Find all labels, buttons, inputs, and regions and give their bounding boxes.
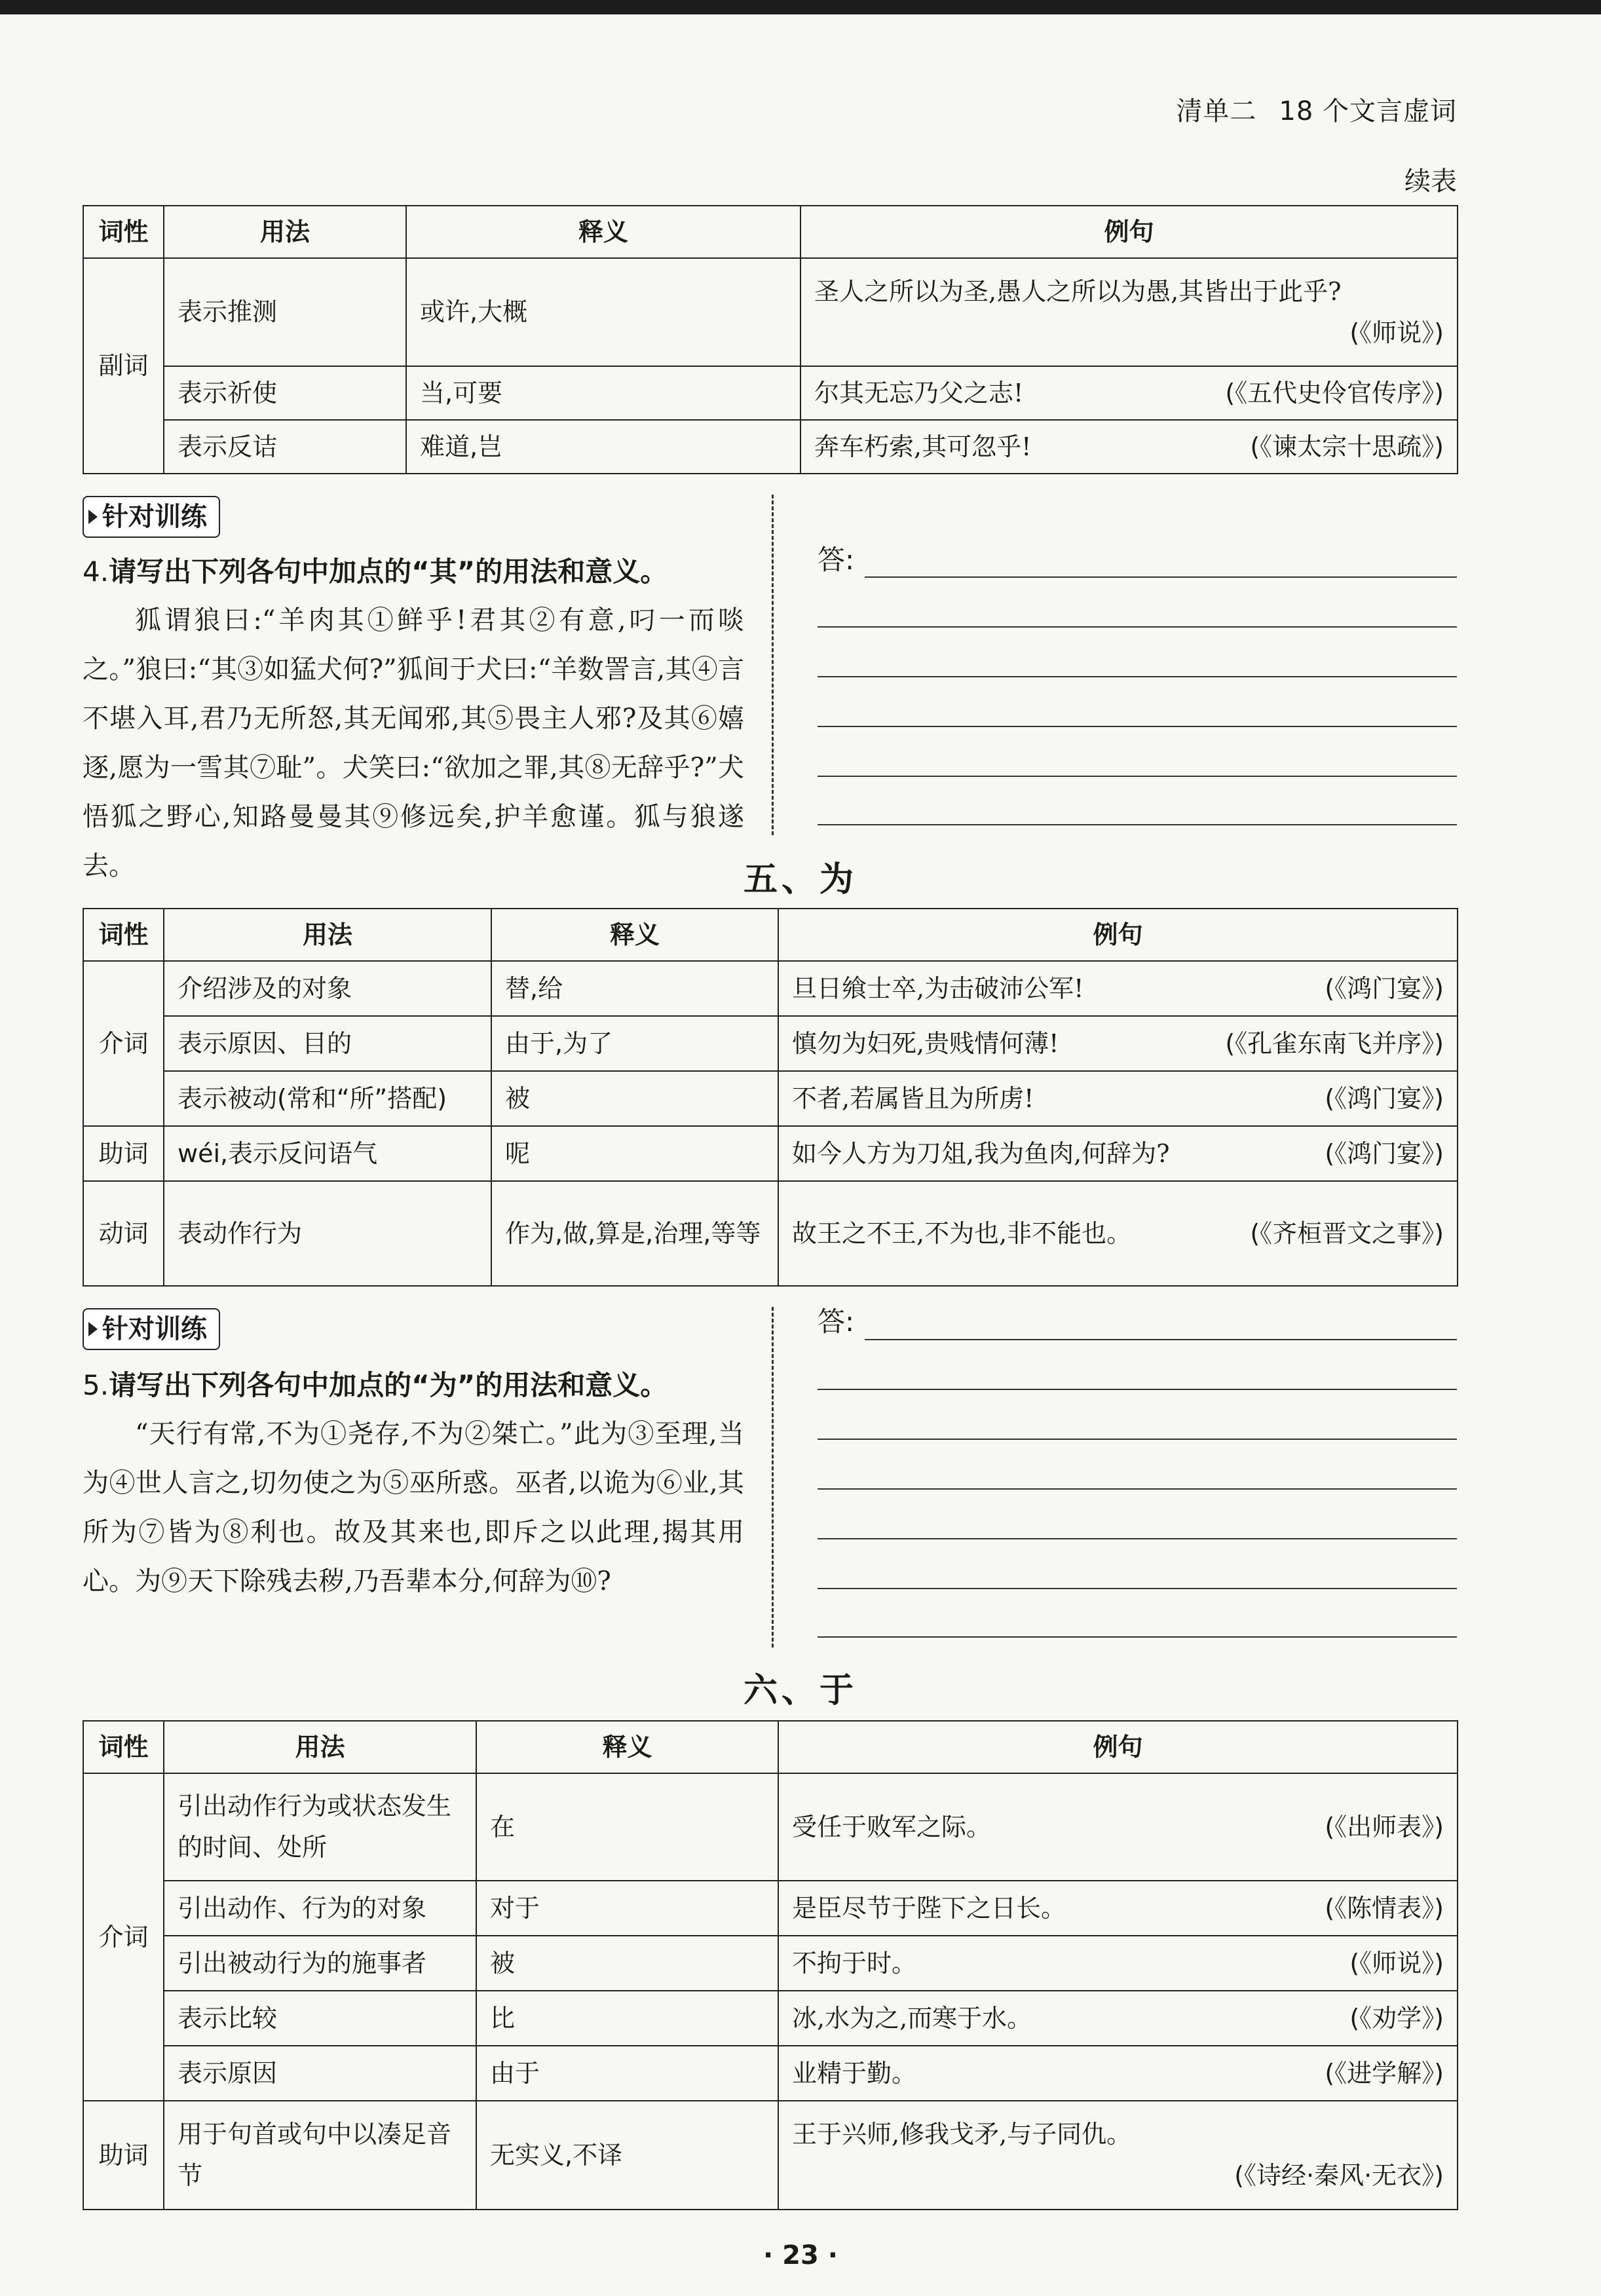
example-source: (《鸿门宴》) (1325, 973, 1444, 1003)
example-cell (778, 1181, 1458, 1286)
example-source: (《劝学》) (1349, 2003, 1444, 2033)
example-source: (《鸿门宴》) (1325, 1083, 1444, 1113)
usage-cell: 表示反诘 (164, 420, 406, 474)
table-row (83, 1991, 1458, 2046)
section-title-wei: 五、为 (743, 860, 857, 899)
header-meaning: 释义 (406, 206, 800, 258)
meaning-cell: 被 (491, 1071, 778, 1126)
meaning-cell: 对于 (476, 1881, 778, 1936)
pos-cell: 助词 (83, 1126, 164, 1181)
answer-line[interactable] (818, 824, 1457, 825)
answer-line[interactable] (818, 1488, 1457, 1490)
example-cell (778, 1881, 1458, 1936)
header-pos: 词性 (83, 909, 164, 961)
pos-cell: 副词 (83, 258, 164, 474)
meaning-cell: 替,给 (491, 961, 778, 1016)
answer-line[interactable] (818, 1538, 1457, 1539)
example-cell (800, 258, 1458, 366)
table-row (83, 420, 1458, 474)
example-source: (《师说》) (1349, 318, 1444, 347)
answer-line[interactable] (818, 1636, 1457, 1638)
table-row (83, 2101, 1458, 2210)
table-row (83, 961, 1458, 1016)
answer-line[interactable] (865, 1339, 1457, 1340)
usage-cell: 表示被动(常和“所”搭配) (164, 1071, 491, 1126)
pos-cell: 介词 (83, 1773, 164, 2101)
example-source: (《出师表》) (1325, 1812, 1444, 1841)
table-row (83, 1936, 1458, 1991)
example-source: (《谏太宗十思疏》) (1250, 432, 1444, 461)
table-row (83, 1071, 1458, 1126)
example-cell (800, 366, 1458, 420)
usage-cell: 引出被动行为的施事者 (164, 1936, 476, 1991)
meaning-cell: 作为,做,算是,治理,等等 (491, 1181, 778, 1286)
question-4-passage (83, 596, 744, 891)
table-row (83, 1181, 1458, 1286)
passage-text: “天行有常,不为①尧存,不为②桀亡。”此为③至理,当为④世人言之,切勿使之为⑤巫所惑。巫者,以诡为⑥业,其所为⑦皆为⑧利也。故及其来也,即斥之以此理,揭其用心。为⑨天下除残去秽,乃吾辈本分,何辞为⑩? (83, 1419, 744, 1596)
usage-cell: 表示祈使 (164, 366, 406, 420)
usage-cell: 用于句首或句中以凑足音节 (164, 2101, 476, 2210)
column-divider (772, 495, 774, 835)
usage-cell: 引出动作行为或状态发生的时间、处所 (164, 1773, 476, 1881)
meaning-cell: 由于 (476, 2046, 778, 2101)
example-cell (778, 1071, 1458, 1126)
example-text: 慎勿为妇死,贵贱情何薄! (792, 1028, 1059, 1058)
usage-cell: 表动作行为 (164, 1181, 491, 1286)
example-cell (778, 1016, 1458, 1071)
scan-edge (0, 0, 1601, 14)
header-example: 例句 (800, 206, 1458, 258)
meaning-cell: 当,可要 (406, 366, 800, 420)
table-row (83, 2046, 1458, 2101)
example-text: 受任于败军之际。 (792, 1812, 992, 1841)
header-pos: 词性 (83, 1721, 164, 1773)
example-text: 王于兴师,修我戈矛,与子同仇。 (792, 2120, 1132, 2149)
continued-label: 续表 (1404, 166, 1457, 197)
passage-text: 狐谓狼曰:“羊肉其①鲜乎!君其②有意,叼一而啖之。”狼曰:“其③如猛犬何?”狐间于犬曰:“羊数詈言,其④言不堪入耳,君乃无所怒,其无闻邪,其⑤畏主人邪?及其⑥嬉逐,愿为一雪其⑦耻”。犬笑曰:“欲加之罪,其⑧无辞乎?”犬悟狐之野心,知路曼曼其⑨修远矣,护羊愈谨。狐与狼遂去。 (83, 605, 744, 881)
page-number: · 23 · (763, 2240, 838, 2270)
question-4-title (83, 550, 668, 590)
answer-line[interactable] (818, 1588, 1457, 1589)
example-text: 旦日飨士卒,为击破沛公军! (792, 973, 1084, 1003)
answer-line[interactable] (818, 726, 1457, 727)
page-header (1176, 90, 1457, 128)
header-usage: 用法 (164, 909, 491, 961)
header-meaning: 释义 (476, 1721, 778, 1773)
meaning-cell: 呢 (491, 1126, 778, 1181)
pos-cell: 助词 (83, 2101, 164, 2210)
example-source: (《进学解》) (1325, 2058, 1444, 2088)
question-5-passage (83, 1410, 744, 1606)
table-row (83, 1016, 1458, 1071)
training-badge: 针对训练 (83, 496, 220, 538)
example-text: 不者,若属皆且为所虏! (792, 1083, 1034, 1113)
answer-line[interactable] (865, 576, 1457, 578)
header-usage: 用法 (164, 206, 406, 258)
meaning-cell: 难道,岂 (406, 420, 800, 474)
example-text: 业精于勤。 (792, 2058, 917, 2088)
table-wei (83, 908, 1458, 1287)
example-text: 如今人方为刀俎,我为鱼肉,何辞为? (792, 1139, 1170, 1168)
example-source: (《孔雀东南飞并序》) (1225, 1028, 1444, 1058)
pos-cell: 动词 (83, 1181, 164, 1286)
example-text: 尔其无忘乃父之志! (814, 378, 1024, 407)
example-text: 圣人之所以为圣,愚人之所以为愚,其皆出于此乎? (814, 276, 1342, 306)
usage-cell: 表示推测 (164, 258, 406, 366)
meaning-cell: 或许,大概 (406, 258, 800, 366)
example-cell (778, 2101, 1458, 2210)
example-source: (《师说》) (1349, 1948, 1444, 1978)
example-source: (《五代史伶官传序》) (1225, 378, 1444, 407)
usage-cell: 引出动作、行为的对象 (164, 1881, 476, 1936)
example-text: 冰,水为之,而寒于水。 (792, 2003, 1032, 2033)
usage-cell: 表示原因 (164, 2046, 476, 2101)
section-title-yu: 六、于 (743, 1671, 857, 1710)
header-example: 例句 (778, 909, 1458, 961)
example-source: (《诗经·秦风·无衣》) (1234, 2161, 1444, 2190)
question-prompt: 请写出下列各句中加点的“其”的用法和意义。 (109, 555, 668, 588)
meaning-cell: 在 (476, 1773, 778, 1881)
usage-cell: 表示比较 (164, 1991, 476, 2046)
answer-label: 答: (818, 544, 855, 576)
question-5-title (83, 1364, 668, 1403)
meaning-cell: 由于,为了 (491, 1016, 778, 1071)
table-row (83, 1126, 1458, 1181)
table-row (83, 258, 1458, 366)
column-divider (772, 1307, 774, 1647)
training-badge: 针对训练 (83, 1308, 220, 1350)
answer-line[interactable] (818, 676, 1457, 677)
header-example: 例句 (778, 1721, 1458, 1773)
example-source: (《齐桓晋文之事》) (1250, 1218, 1444, 1248)
example-cell (778, 1773, 1458, 1881)
question-prompt: 请写出下列各句中加点的“为”的用法和意义。 (109, 1369, 668, 1401)
answer-line[interactable] (818, 626, 1457, 628)
example-source: (《陈情表》) (1325, 1893, 1444, 1923)
usage-cell: 介绍涉及的对象 (164, 961, 491, 1016)
header-usage: 用法 (164, 1721, 476, 1773)
example-cell (778, 1126, 1458, 1181)
usage-cell: 表示原因、目的 (164, 1016, 491, 1071)
example-cell (778, 1936, 1458, 1991)
table-row (83, 1881, 1458, 1936)
answer-line[interactable] (818, 1389, 1457, 1390)
example-cell (778, 1991, 1458, 2046)
header-pos: 词性 (83, 206, 164, 258)
table-row (83, 366, 1458, 420)
question-number: 4. (83, 555, 109, 588)
header-meaning: 释义 (491, 909, 778, 961)
question-number: 5. (83, 1369, 109, 1401)
example-cell (778, 961, 1458, 1016)
meaning-cell: 无实义,不译 (476, 2101, 778, 2210)
pos-cell: 介词 (83, 961, 164, 1126)
example-text: 奔车朽索,其可忽乎! (814, 432, 1032, 461)
example-cell (778, 2046, 1458, 2101)
answer-line[interactable] (818, 1439, 1457, 1440)
example-cell (800, 420, 1458, 474)
example-text: 是臣尽节于陛下之日长。 (792, 1893, 1066, 1923)
example-source: (《鸿门宴》) (1325, 1139, 1444, 1168)
header-topic: 18 个文言虚词 (1279, 96, 1457, 126)
meaning-cell: 被 (476, 1936, 778, 1991)
table-row (83, 1773, 1458, 1881)
table-yu (83, 1720, 1458, 2210)
example-text: 故王之不王,不为也,非不能也。 (792, 1218, 1132, 1248)
example-text: 不拘于时。 (792, 1948, 917, 1978)
header-list: 清单二 (1176, 96, 1257, 126)
table-qi-continued (83, 205, 1458, 474)
usage-cell: wéi,表示反问语气 (164, 1126, 491, 1181)
meaning-cell: 比 (476, 1991, 778, 2046)
answer-line[interactable] (818, 776, 1457, 777)
answer-label: 答: (818, 1306, 855, 1338)
